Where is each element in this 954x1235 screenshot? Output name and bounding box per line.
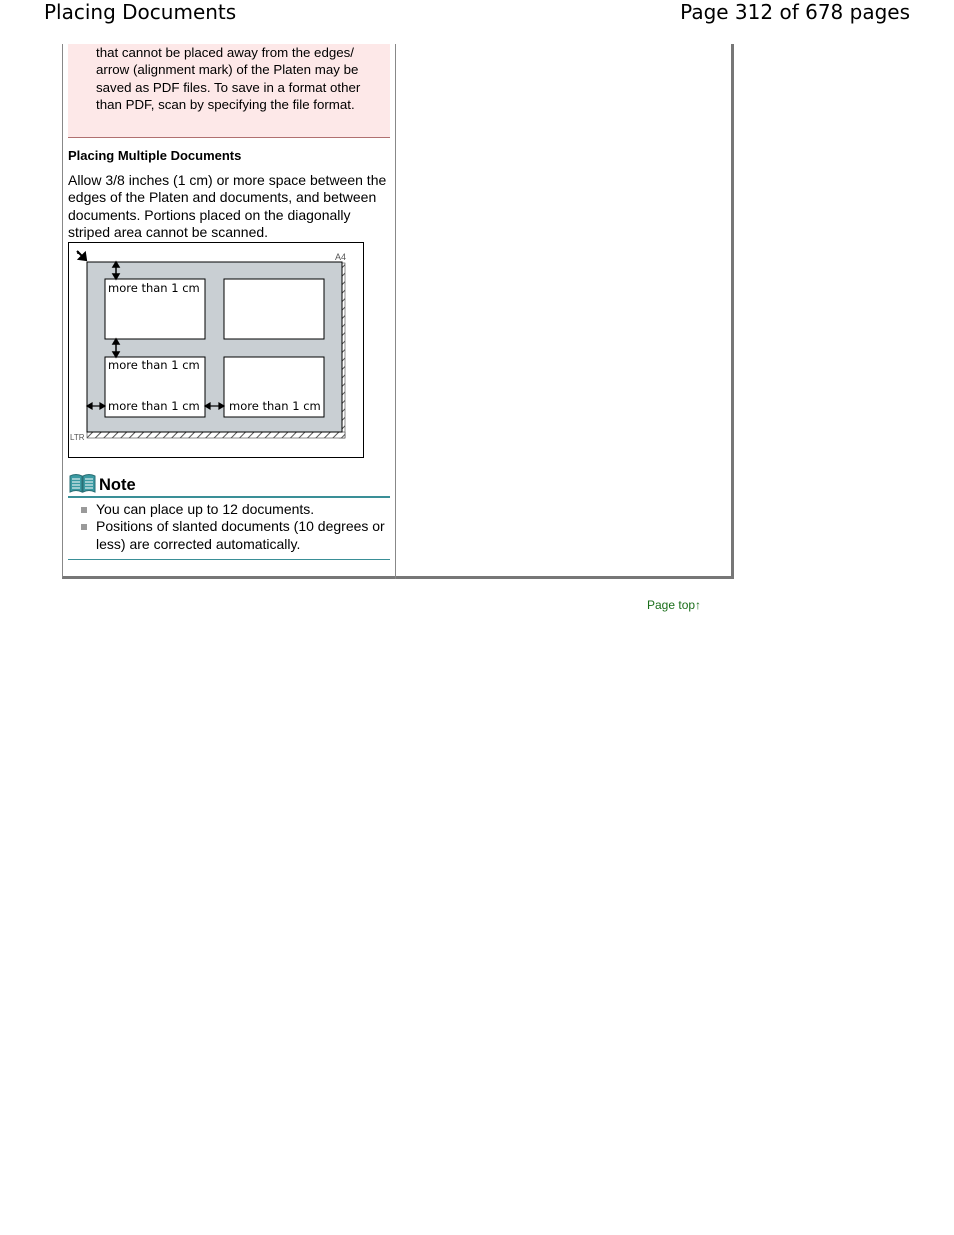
column-divider xyxy=(395,44,396,579)
book-icon xyxy=(69,473,96,493)
section-heading: Placing Multiple Documents xyxy=(68,148,242,163)
label-a4: A4 xyxy=(335,252,347,262)
note-title: Note xyxy=(99,476,136,494)
bullet-icon xyxy=(81,524,87,530)
page-top-link[interactable] xyxy=(647,597,701,613)
document-top-right xyxy=(224,279,324,339)
bullet-icon xyxy=(81,507,87,513)
caution-text: that cannot be placed away from the edges/ arrow (alignment mark) of the Platen may be saved as PDF files. To save in a format other than PDF, scan by specifying the file format. xyxy=(96,45,361,113)
label-spacing-top-left: more than 1 cm xyxy=(108,281,200,295)
alignment-mark-icon xyxy=(77,251,86,260)
note-item xyxy=(68,518,390,553)
label-spacing-bottom-right: more than 1 cm xyxy=(229,399,321,413)
note-item-text: Positions of slanted documents (10 degrees or less) are corrected automatically. xyxy=(96,518,385,552)
platen-illustration xyxy=(69,243,363,457)
platen-diagram xyxy=(68,242,364,458)
page-counter: Page 312 of 678 pages xyxy=(680,0,910,24)
label-spacing-mid-left: more than 1 cm xyxy=(108,358,200,372)
label-ltr: LTR xyxy=(70,433,85,442)
note-item-text: You can place up to 12 documents. xyxy=(96,501,315,517)
note-item xyxy=(68,501,390,518)
striped-area-bottom xyxy=(87,432,345,438)
note-header xyxy=(68,472,390,498)
section-paragraph: Allow 3/8 inches (1 cm) or more space between the edges of the Platen and documents, and between documents. Portions placed on the diagonally striped area cannot be scanned. xyxy=(68,172,387,241)
note-list xyxy=(68,501,390,560)
caution-box xyxy=(68,44,390,138)
page-top-label: Page top xyxy=(647,598,696,612)
up-arrow-icon: ↑ xyxy=(695,598,702,612)
label-spacing-bottom-left: more than 1 cm xyxy=(108,399,200,413)
document-title: Placing Documents xyxy=(44,0,237,24)
